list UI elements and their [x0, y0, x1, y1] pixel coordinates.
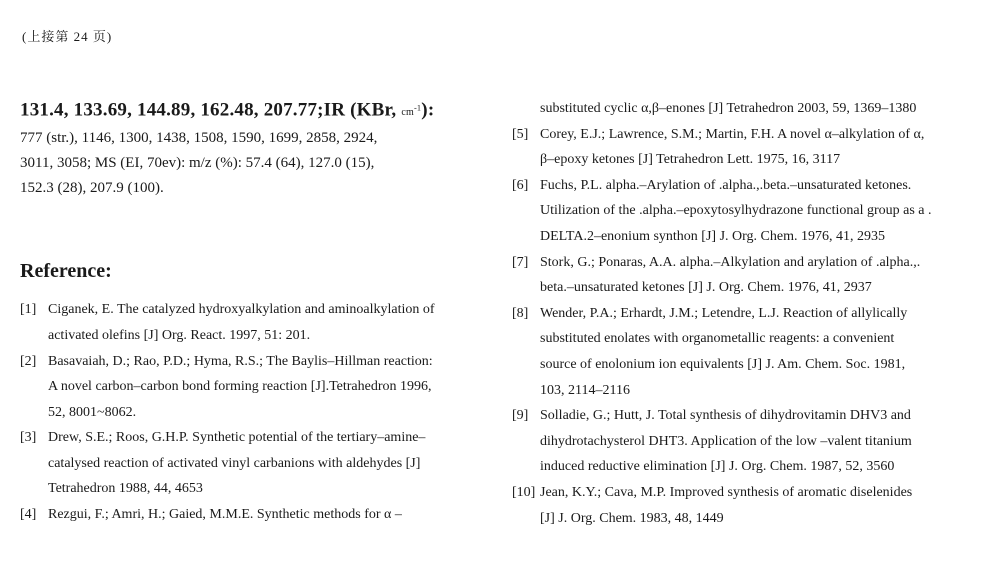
cm-unit: $cm^{-1}$ — [401, 104, 422, 119]
reference-number: [10] — [512, 484, 536, 500]
reference-heading: Reference: — [20, 260, 112, 283]
reference-line: Jean, K.Y.; Cava, M.P. Improved synthesis of aromatic diselenides — [540, 484, 913, 500]
reference-line: Rezgui, F.; Amri, H.; Gaied, M.M.E. Synthetic methods for α – — [48, 507, 402, 523]
reference-line: DELTA.2–enonium synthon [J] J. Org. Chem. 1976, 41, 2935 — [540, 228, 885, 244]
reference-line: Wender, P.A.; Erhardt, J.M.; Letendre, L.J. Reaction of allylically — [540, 305, 908, 321]
reference-number: [3] — [20, 430, 37, 446]
reference-item — [20, 349, 490, 426]
reference-line: activated olefins [J] Org. React. 1997, 51: 201. — [48, 327, 311, 343]
reference-number: [1] — [20, 302, 37, 318]
spectral-data-first-line — [20, 96, 490, 126]
reference-text — [540, 301, 982, 403]
reference-number: [2] — [20, 353, 37, 369]
reference-number: [4] — [20, 507, 37, 523]
reference-number: [9] — [512, 408, 529, 424]
reference-list-left — [20, 297, 490, 527]
reference-line: Drew, S.E.; Roos, G.H.P. Synthetic potential of the tertiary–amine– — [48, 430, 426, 446]
reference-line: β–epoxy ketones [J] Tetrahedron Lett. 1975, 16, 3117 — [540, 152, 841, 168]
spectral-data-line: 152.3 (28), 207.9 (100). — [20, 180, 164, 197]
spectral-text: 131.4, 133.69, 144.89, 162.48, 207.77;IR (KBr, — [20, 99, 397, 121]
reference-line: Fuchs, P.L. alpha.–Arylation of .alpha.,.beta.–unsaturated ketones. — [540, 177, 912, 193]
reference-line: Utilization of the .alpha.–epoxytosylhydrazone functional group as a . — [540, 203, 932, 219]
reference-item — [512, 250, 982, 301]
reference-item — [512, 173, 982, 250]
reference-line: Basavaiah, D.; Rao, P.D.; Hyma, R.S.; The Baylis–Hillman reaction: — [48, 353, 433, 369]
reference-line: catalysed reaction of activated vinyl carbanions with aldehydes [J] — [48, 455, 421, 471]
reference-continuation: substituted cyclic α,β–enones [J] Tetrahedron 2003, 59, 1369–1380 — [540, 101, 917, 116]
reference-item — [512, 480, 982, 531]
reference-line: substituted enolates with organometallic reagents: a convenient — [540, 331, 895, 347]
continued-from-page-note: (上接第 24 页) — [22, 29, 113, 44]
reference-line: source of enolonium ion equivalents [J] J. Am. Chem. Soc. 1981, — [540, 356, 906, 372]
reference-text — [48, 297, 490, 348]
reference-list-right — [512, 122, 982, 532]
reference-item — [20, 297, 490, 348]
reference-text — [48, 349, 490, 426]
reference-line: Ciganek, E. The catalyzed hydroxyalkylation and aminoalkylation of — [48, 302, 435, 318]
left-column — [20, 96, 490, 528]
reference-number: [7] — [512, 254, 529, 270]
reference-line: Corey, E.J.; Lawrence, S.M.; Martin, F.H. A novel α–alkylation of α, — [540, 126, 925, 142]
reference-text — [540, 122, 982, 173]
reference-text — [540, 173, 982, 250]
reference-number: [5] — [512, 126, 529, 142]
reference-item — [512, 403, 982, 480]
reference-item — [20, 425, 490, 502]
reference-line: Stork, G.; Ponaras, A.A. alpha.–Alkylation and arylation of .alpha.,. — [540, 254, 921, 270]
reference-line: A novel carbon–carbon bond forming reaction [J].Tetrahedron 1996, — [48, 379, 432, 395]
reference-text — [540, 403, 982, 480]
spectral-tail: ): — [421, 99, 435, 121]
reference-line: induced reductive elimination [J] J. Org. Chem. 1987, 52, 3560 — [540, 459, 895, 475]
reference-item — [512, 301, 982, 403]
reference-number: [8] — [512, 305, 529, 321]
reference-text — [540, 480, 982, 531]
reference-line: 103, 2114–2116 — [540, 382, 630, 398]
reference-line: dihydrotachysterol DHT3. Application of the low –valent titanium — [540, 433, 912, 449]
reference-line: [J] J. Org. Chem. 1983, 48, 1449 — [540, 510, 724, 526]
spectral-data-line: 3011, 3058; MS (EI, 70ev): m/z (%): 57.4 (64), 127.0 (15), — [20, 155, 375, 172]
reference-line: Solladie, G.; Hutt, J. Total synthesis of dihydrovitamin DHV3 and — [540, 408, 911, 424]
reference-number: [6] — [512, 177, 529, 193]
reference-item — [20, 502, 490, 528]
reference-text — [48, 502, 490, 528]
reference-line: 52, 8001~8062. — [48, 404, 137, 420]
reference-text — [540, 250, 982, 301]
right-column — [512, 96, 982, 531]
reference-line: Tetrahedron 1988, 44, 4653 — [48, 481, 203, 497]
reference-item — [512, 122, 982, 173]
reference-line: beta.–unsaturated ketones [J] J. Org. Chem. 1976, 41, 2937 — [540, 280, 872, 296]
spectral-data-line: 777 (str.), 1146, 1300, 1438, 1508, 1590, 1699, 2858, 2924, — [20, 130, 378, 147]
reference-text — [48, 425, 490, 502]
